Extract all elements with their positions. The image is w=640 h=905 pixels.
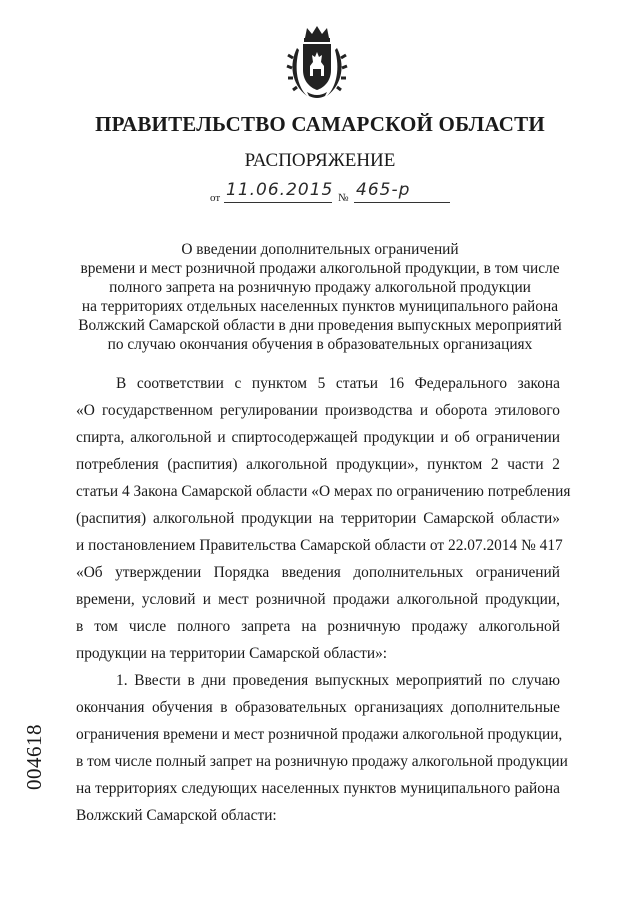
body-line: «О государственном регулировании производства и оборота этилового [76, 402, 560, 419]
document-date: 11.06.2015 [226, 180, 334, 200]
subject-line: по случаю окончания обучения в образовательных организациях [107, 336, 533, 353]
body-line: 1. Ввести в дни проведения выпускных мероприятий по случаю [116, 672, 560, 689]
number-prefix: № [338, 192, 349, 204]
date-prefix: от [210, 192, 221, 204]
body-line: потребления (распития) алкогольной продукции», пунктом 2 части 2 [76, 456, 560, 473]
subject-line: Волжский Самарской области в дни проведения выпускных мероприятий [78, 317, 562, 334]
number-underline [354, 202, 450, 203]
body-line: В соответствии с пунктом 5 статьи 16 Федерального закона [116, 375, 560, 392]
document-subject [60, 240, 580, 354]
body-line: времени, условий и мест розничной продажи алкогольной продукции, [76, 591, 560, 608]
subject-line: времени и мест розничной продажи алкогольной продукции, в том числе [80, 260, 560, 277]
subject-line: полного запрета на розничную продажу алкогольной продукции [109, 279, 531, 296]
coat-of-arms-icon [285, 24, 349, 100]
body-line: окончания обучения в образовательных организациях дополнительные [76, 699, 560, 716]
body-line: продукции на территории Самарской области»: [76, 645, 388, 662]
body-line: спирта, алкогольной и спиртосодержащей продукции и об ограничении [76, 429, 560, 446]
document-type: РАСПОРЯЖЕНИЕ [244, 150, 396, 171]
body-line: Волжский Самарской области: [76, 807, 277, 824]
document-number: 465-р [356, 180, 411, 200]
body-line: на территориях следующих населенных пунктов муниципального района [76, 780, 560, 797]
body-line: и постановлением Правительства Самарской области от 22.07.2014 № 417 [76, 537, 563, 554]
body-line: статьи 4 Закона Самарской области «О мерах по ограничению потребления [76, 483, 571, 500]
subject-line: на территориях отдельных населенных пунктов муниципального района [81, 298, 559, 315]
body-line: ограничения времени и мест розничной продажи алкогольной продукции, [76, 726, 563, 743]
side-serial-number: 004618 [22, 724, 46, 790]
body-line: в том числе полного запрета на розничную продажу алкогольной [76, 618, 560, 635]
date-number-line [210, 180, 470, 208]
body-line: в том числе полный запрет на розничную продажу алкогольной продукции [76, 753, 568, 770]
body-line: «Об утверждении Порядка введения дополнительных ограничений [76, 564, 560, 581]
body-line: (распития) алкогольной продукции на территории Самарской области» [76, 510, 560, 527]
date-underline [224, 202, 332, 203]
organization-title: ПРАВИТЕЛЬСТВО САМАРСКОЙ ОБЛАСТИ [95, 112, 545, 136]
subject-line: О введении дополнительных ограничений [181, 241, 459, 258]
